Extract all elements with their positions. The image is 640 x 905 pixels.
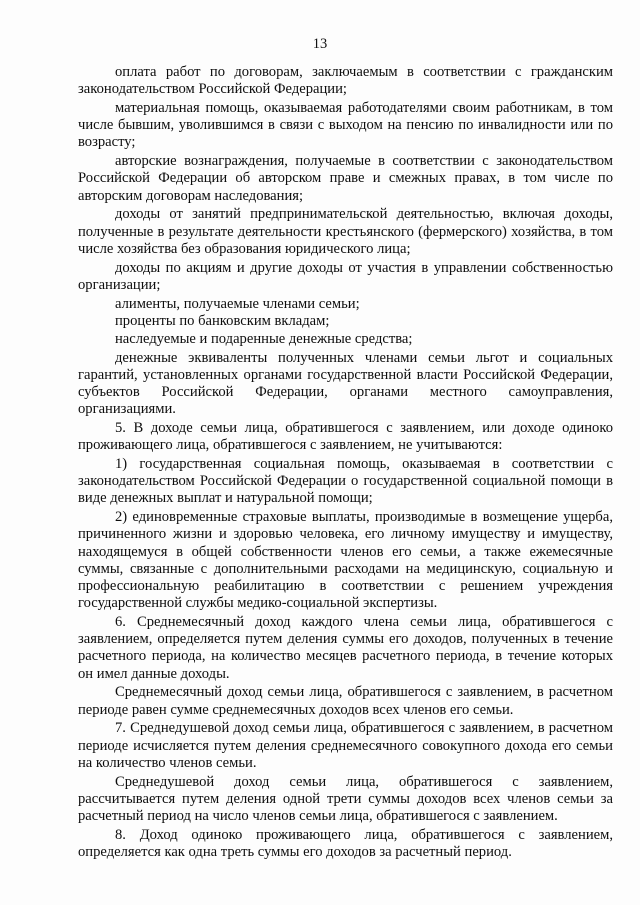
paragraph: оплата работ по договорам, заключаемым в соответствии с гражданским законодательством Российской Федерации; xyxy=(78,64,613,98)
paragraph: Среднедушевой доход семьи лица, обратившегося с заявлением, рассчитывается путем деления одной трети суммы доходов всех членов семьи за расчетный период на число членов семьи лица, обратившегося с заявлением. xyxy=(78,773,613,825)
paragraph: доходы от занятий предпринимательской деятельностью, включая доходы, полученные в результате деятельности крестьянского (фермерского) хозяйства, в том числе хозяйства без образования юридического лица; xyxy=(78,206,613,257)
paragraph: 2) единовременные страховые выплаты, производимые в возмещение ущерба, причиненного жизни и здоровью человека, его личному имуществу и имуществу, находящемуся в общей собственности членов его семьи, а также ежемесячные суммы, связанные с дополнительными расходами на медицинскую, социальную и профессиональную реабилитацию в соответствии с решением учреждения государственной службы медико-социальной экспертизы. xyxy=(78,509,613,612)
paragraph: 5. В доходе семьи лица, обратившегося с заявлением, или доходе одиноко проживающего лица, обратившегося с заявлением, не учитываются: xyxy=(78,420,613,454)
paragraph: наследуемые и подаренные денежные средства; xyxy=(115,330,413,347)
paragraph: 6. Среднемесячный доход каждого члена семьи лица, обратившегося с заявлением, определяется путем деления суммы его доходов, полученных в течение расчетного периода, на количество месяцев расчетного периода, в течение которых он имел данные доходы. xyxy=(78,614,613,682)
paragraph: проценты по банковским вкладам; xyxy=(115,313,330,330)
page-number: 13 xyxy=(312,36,328,52)
paragraph: денежные эквиваленты полученных членами семьи льгот и социальных гарантий, установленных органами государственной власти Российской Федерации, субъектов Российской Федерации, органами местного самоуправления, организациями. xyxy=(78,349,613,418)
paragraph: доходы по акциям и другие доходы от участия в управлении собственностью организации; xyxy=(78,259,613,293)
paragraph: материальная помощь, оказываемая работодателями своим работникам, в том числе бывшим, уволившимся в связи с выходом на пенсию по инвалидности или по возрасту; xyxy=(78,100,613,151)
paragraph: Среднемесячный доход семьи лица, обратившегося с заявлением, в расчетном периоде равен сумме среднемесячных доходов всех членов его семьи. xyxy=(78,684,613,718)
paragraph: алименты, получаемые членами семьи; xyxy=(115,295,360,312)
paragraph: 1) государственная социальная помощь, оказываемая в соответствии с законодательством Российской Федерации о государственной социальной помощи в виде денежных выплат и натуральной помощи; xyxy=(78,456,613,507)
document-body xyxy=(78,64,613,863)
paragraph: 7. Среднедушевой доход семьи лица, обратившегося с заявлением, в расчетном периоде исчисляется путем деления среднемесячного совокупного дохода его семьи на количество членов семьи. xyxy=(78,720,613,771)
paragraph: 8. Доход одиноко проживающего лица, обратившегося с заявлением, определяется как одна треть суммы его доходов за расчетный период. xyxy=(78,826,613,861)
paragraph: авторские вознаграждения, получаемые в соответствии с законодательством Российской Федерации об авторском праве и смежных правах, в том числе по авторским договорам наследования; xyxy=(78,153,613,204)
